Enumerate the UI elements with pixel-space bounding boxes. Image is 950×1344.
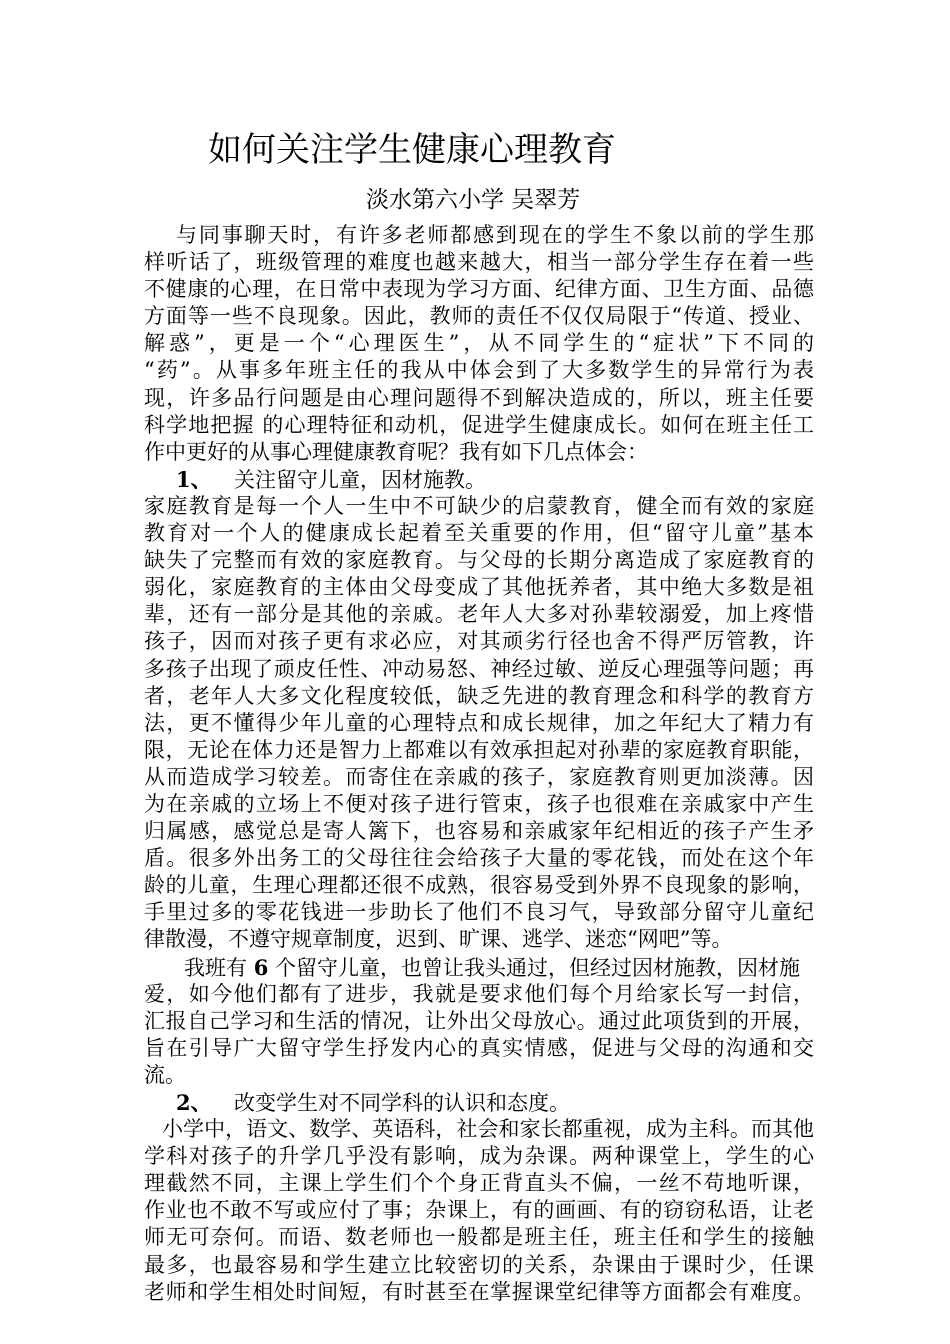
text-fragment: 我班有 <box>184 955 247 980</box>
document-author: 淡水第六小学 吴翠芳 <box>366 187 581 213</box>
section-heading-2 <box>144 1089 814 1116</box>
text-line: 手里过多的零花钱进一步助长了他们不良习气，导致部分留守儿童纪 <box>144 900 814 925</box>
text-line: 者，老年人大多文化程度较低，缺乏先进的教育理念和科学的教育方 <box>144 683 814 708</box>
text-line: 与同事聊天时，有许多老师都感到现在的学生不象以前的学生那 <box>176 223 814 247</box>
text-line: “药”。从事多年班主任的我从中体会到了大多数学生的异常行为表 <box>144 358 814 383</box>
text-line: 样听话了，班级管理的难度也越来越大，相当一部分学生存在着一些 <box>144 250 814 275</box>
section-number: 1、 <box>176 466 212 492</box>
text-line: 龄的儿童，生理心理都还很不成熟，很容易受到外界不良现象的影响， <box>144 873 814 898</box>
text-line: 从而造成学习较差。而寄住在亲戚的孩子，家庭教育则更加淡薄。因 <box>144 764 814 789</box>
text-line: 孩子，因而对孩子更有求必应，对其顽劣行径也舍不得严厉管教，许 <box>144 629 814 654</box>
text-line: 不健康的心理，在日常中表现为学习方面、纪律方面、卫生方面、品德 <box>144 277 814 302</box>
text-line: 解惑”，更是一个“心理医生”，从不同学生的“症状”下不同的 <box>144 331 814 356</box>
text-line: 作中更好的从事心理健康教育呢？我有如下几点体会： <box>144 439 648 464</box>
text-line: 法，更不懂得少年儿童的心理特点和成长规律，加之年纪大了精力有 <box>144 710 814 735</box>
text-line: 师无可奈何。而语、数老师也一般都是班主任，班主任和学生的接触 <box>144 1225 814 1250</box>
document-body <box>144 222 814 1306</box>
text-line: 旨在引导广大留守学生抒发内心的真实情感，促进与父母的沟通和交 <box>144 1035 814 1060</box>
text-line: 弱化，家庭教育的主体由父母变成了其他抚养者，其中绝大多数是祖 <box>144 575 814 600</box>
text-line: 方面等一些不良现象。因此，教师的责任不仅仅局限于“传道、授业、 <box>144 304 814 329</box>
section-title: 改变学生对不同学科的认识和态度。 <box>234 1091 570 1115</box>
text-line: 归属感，感觉总是寄人篱下，也容易和亲戚家年纪相近的孩子产生矛 <box>144 819 814 844</box>
text-line: 爱，如今他们都有了进步，我就是要求他们每个月给家长写一封信， <box>144 981 814 1006</box>
text-line: 多孩子出现了顽皮任性、冲动易怒、神经过敏、逆反心理强等问题；再 <box>144 656 814 681</box>
text-line: 理截然不同，主课上学生们个个身正背直头不偏，一丝不苟地听课， <box>144 1171 814 1196</box>
text-line: 老师和学生相处时间短，有时甚至在掌握课堂纪律等方面都会有难度。 <box>144 1279 814 1304</box>
number-fragment: 6 <box>253 954 269 980</box>
text-fragment: 个留守儿童，也曾让我头通过，但经过因材施教，因材施 <box>275 955 800 980</box>
text-line: 小学中，语文、数学、英语科，社会和家长都重视，成为主科。而其他 <box>162 1117 814 1142</box>
section-heading-1 <box>144 466 814 493</box>
text-line: 汇报自己学习和生活的情况，让外出父母放心。通过此项货到的开展， <box>144 1008 814 1033</box>
text-line: 学科对孩子的升学几乎没有影响，成为杂课。两种课堂上，学生的心 <box>144 1144 814 1169</box>
text-line: 最多，也最容易和学生建立比较密切的关系，杂课由于课时少，任课 <box>144 1252 814 1277</box>
text-line: 流。 <box>144 1062 186 1087</box>
text-line: 作业也不敢不写或应付了事；杂课上，有的画画、有的窃窃私语，让老 <box>144 1198 814 1223</box>
text-line: 缺失了完整而有效的家庭教育。与父母的长期分离造成了家庭教育的 <box>144 548 814 573</box>
text-line: 科学地把握 的心理特征和动机，促进学生健康成长。如何在班主任工 <box>144 412 814 437</box>
text-line <box>144 954 814 981</box>
text-line: 现，许多品行问题是由心理问题得不到解决造成的，所以，班主任要 <box>144 385 814 410</box>
section-number: 2、 <box>176 1090 212 1115</box>
text-line: 律散漫，不遵守规章制度，迟到、旷课、逃学、迷恋“网吧”等。 <box>144 927 733 952</box>
text-line: 为在亲戚的立场上不便对孩子进行管束，孩子也很难在亲戚家中产生 <box>144 791 814 816</box>
text-line: 辈，还有一部分是其他的亲戚。老年人大多对孙辈较溺爱，加上疼惜 <box>144 602 814 627</box>
text-line: 家庭教育是每一个人一生中不可缺少的启蒙教育，健全而有效的家庭 <box>144 493 814 518</box>
text-line: 盾。很多外出务工的父母往往会给孩子大量的零花钱，而处在这个年 <box>144 846 814 871</box>
document-title: 如何关注学生健康心理教育 <box>208 130 616 170</box>
text-line: 限，无论在体力还是智力上都难以有效承担起对孙辈的家庭教育职能， <box>144 737 814 762</box>
section-title: 关注留守儿童，因材施教。 <box>234 467 486 492</box>
text-line: 教育对一个人的健康成长起着至关重要的作用，但“留守儿童”基本 <box>144 521 814 546</box>
